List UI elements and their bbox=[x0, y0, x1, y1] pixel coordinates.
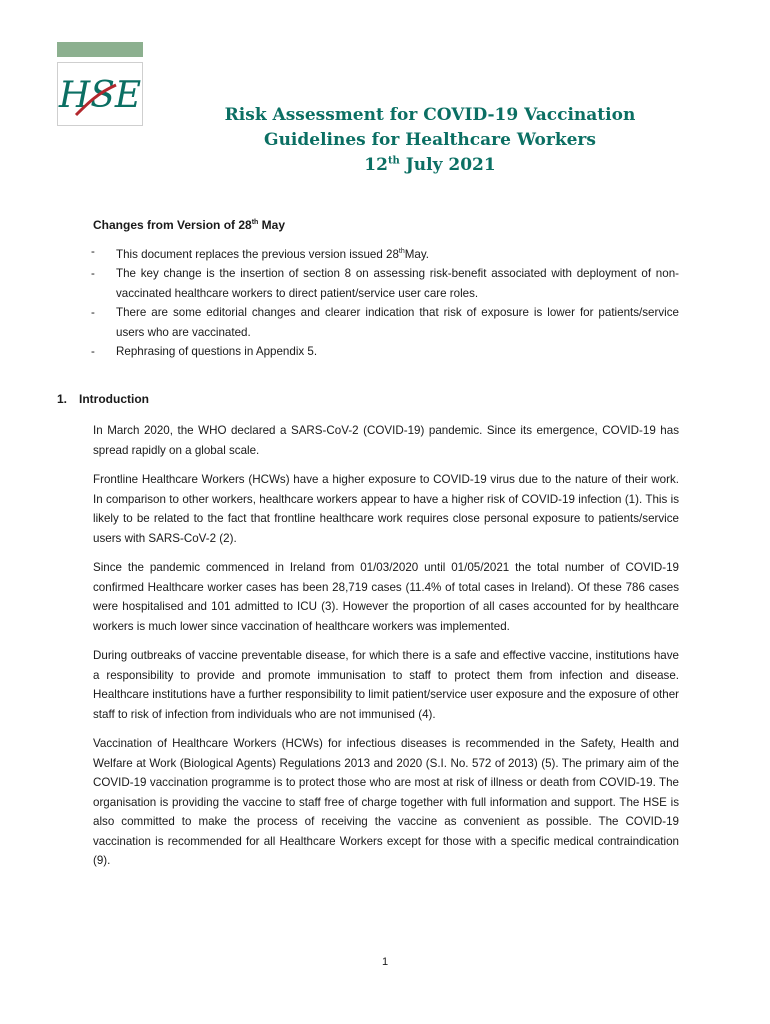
paragraph: Since the pandemic commenced in Ireland from 01/03/2020 until 01/05/2021 the total number of COVID-19 confirmed Healthcare worker cases has been 28,719 cases (11.4% of total cases in Ireland). Of these 786 cases were hospitalised and 101 admitted to ICU (3). However the proportion of all cases accounted for by healthcare workers is much lower since vaccination of healthcare workers was implemented. bbox=[93, 561, 679, 633]
introduction-body bbox=[93, 421, 679, 881]
paragraph: During outbreaks of vaccine preventable disease, for which there is a safe and effective vaccine, institutions have a responsibility to provide and promote immunisation to staff to protect them from infection and disease. Healthcare institutions have a further responsibility to limit patient/service user exposure and the exposure of other staff to risk of infection from individuals who are not immunised (4). bbox=[93, 649, 679, 721]
paragraph: Vaccination of Healthcare Workers (HCWs) for infectious diseases is recommended in the Safety, Health and Welfare at Work (Biological Agents) Regulations 2013 and 2020 (S.I. No. 572 of 2013) (5). The primary aim of the COVID-19 vaccination programme is to protect those who are most at risk of illness or death from COVID-19. The organisation is providing the vaccine to staff free of charge together with full information and support. The HSE is also committed to make the process of receiving the vaccine as convenient as possible. The COVID-19 vaccination is recommended for all Healthcare Workers except for those with a specific medical contraindication (9). bbox=[93, 737, 679, 867]
section-heading-introduction: 1. Introduction bbox=[57, 392, 149, 406]
title-date: 12th July 2021 bbox=[364, 155, 496, 175]
title-line-1: Risk Assessment for COVID-19 Vaccination bbox=[224, 105, 636, 125]
list-item: - This document replaces the previous version issued 28thMay. bbox=[91, 245, 430, 261]
page-number: 1 bbox=[381, 956, 389, 968]
changes-heading: Changes from Version of 28th May bbox=[93, 218, 286, 232]
list-item: - There are some editorial changes and clearer indication that risk of exposure is lower for patients/service users who are vaccinated. bbox=[91, 306, 679, 339]
list-item: - The key change is the insertion of section 8 on assessing risk-benefit associated with deployment of non-vaccinated healthcare workers to direct patient/service user care roles. bbox=[91, 267, 679, 300]
list-item: - Rephrasing of questions in Appendix 5. bbox=[91, 345, 318, 359]
document-title bbox=[130, 103, 730, 178]
paragraph: Frontline Healthcare Workers (HCWs) have a higher exposure to COVID-19 virus due to the nature of their work. In comparison to other workers, healthcare workers appear to have a higher risk of COVID-19 infection (1). This is likely to be related to the fact that frontline healthcare work requires close personal exposure to patients/service users with SARS-CoV-2 (2). bbox=[93, 473, 679, 545]
logo-color-bar bbox=[57, 42, 143, 57]
title-line-2: Guidelines for Healthcare Workers bbox=[264, 130, 596, 150]
changes-list bbox=[91, 242, 679, 362]
paragraph: In March 2020, the WHO declared a SARS-CoV-2 (COVID-19) pandemic. Since its emergence, COVID-19 has spread rapidly on a global scale. bbox=[93, 424, 679, 457]
hse-logo-text: HSE bbox=[58, 75, 142, 116]
